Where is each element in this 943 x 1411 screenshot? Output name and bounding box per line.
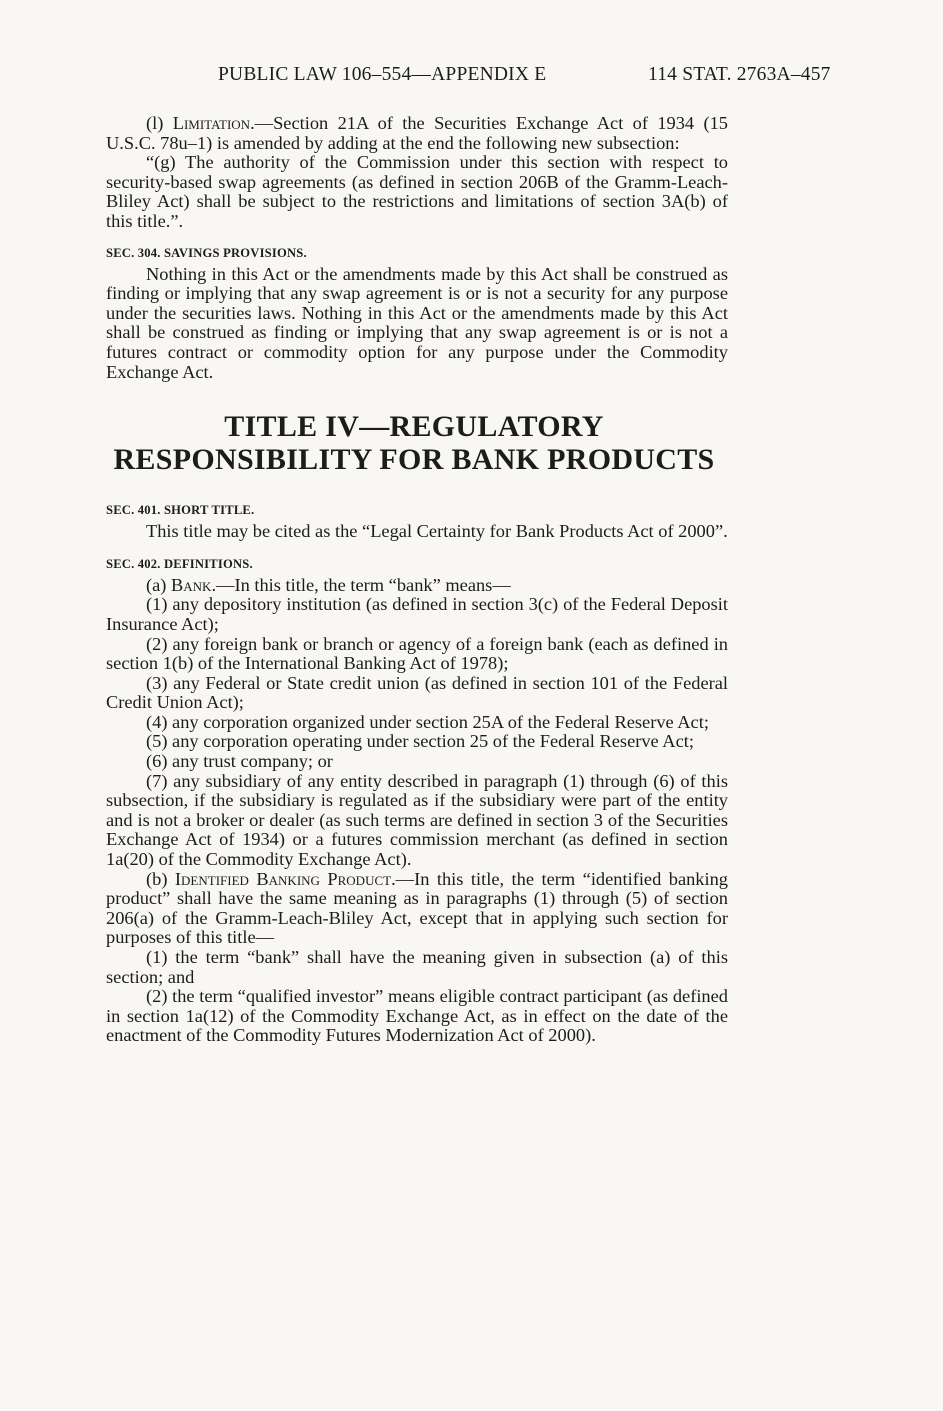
sec-402-a-item-7: (7) any subsidiary of any entity described in paragraph (1) through (6) of this subsection, if the subsidiary is regulated as if the subsidiary were part of the entity and is not a broker or dealer (as such terms are defined in section 3 of the Securities Exchange Act of 1934) or a futures commission merchant (as defined in section 1a(20) of the Commodity Exchange Act). xyxy=(106,770,728,870)
sec-304-heading: SEC. 304. SAVINGS PROVISIONS. xyxy=(106,245,307,260)
header-law-citation: PUBLIC LAW 106–554—APPENDIX E xyxy=(218,64,547,85)
sec-402-b-item-1: (1) the term “bank” shall have the meaning given in subsection (a) of this section; and xyxy=(106,947,728,987)
header-stat-citation: 114 STAT. 2763A–457 xyxy=(648,64,831,85)
identified-banking-product-heading: Identified Banking Product xyxy=(174,868,392,889)
sec-402-a-item-6: (6) any trust company; or xyxy=(146,751,333,772)
sec-402-a-item-1: (1) any depository institution (as defined in section 3(c) of the Federal Deposit Insurance Act); xyxy=(106,594,728,634)
body-text xyxy=(106,114,728,1046)
title-iv-line-1: TITLE IV—REGULATORY xyxy=(224,410,604,444)
title-iv-line-2: RESPONSIBILITY FOR BANK PRODUCTS xyxy=(113,443,715,477)
bank-heading: Bank xyxy=(171,574,212,595)
sec-401-text: This title may be cited as the “Legal Certainty for Bank Products Act of 2000”. xyxy=(146,521,728,542)
limitation-heading: Limitation xyxy=(172,113,251,133)
sec-402-heading: SEC. 402. DEFINITIONS. xyxy=(106,556,253,571)
sec-402-a-item-5: (5) any corporation operating under section 25 of the Federal Reserve Act; xyxy=(146,731,694,752)
sec-401-heading: SEC. 401. SHORT TITLE. xyxy=(106,503,255,518)
sec-402-a-item-3: (3) any Federal or State credit union (as defined in section 101 of the Federal Credit Union Act); xyxy=(106,672,728,713)
paragraph-l-limitation: (l) Limitation.—Section 21A of the Securities Exchange Act of 1934 (15 U.S.C. 78u–1) is amended by adding at the end the following new subsection: xyxy=(106,113,728,153)
paragraph-g-subsection: “(g) The authority of the Commission under this section with respect to security-based swap agreements (as defined in section 206B of the Gramm-Leach-Bliley Act) shall be subject to the restrictions and limitations of section 3A(b) of this title.”. xyxy=(106,152,728,231)
sec-304-text: Nothing in this Act or the amendments made by this Act shall be construed as finding or implying that any swap agreement is or is not a security for any purpose under the securities laws. Nothing in this Act or the amendments made by this Act shall be construed as finding or implying that any swap agreement is or is not a futures contract or commodity option for any purpose under the Commodity Exchange Act. xyxy=(106,263,728,382)
sec-402-b-item-2: (2) the term “qualified investor” means eligible contract participant (as defined in section 1a(12) of the Commodity Exchange Act, as in effect on the date of the enactment of the Commodity Futures Modernization Act of 2000). xyxy=(106,986,728,1046)
title-iv-heading xyxy=(100,410,728,476)
sec-402-a: (a) Bank.—In this title, the term “bank” means— xyxy=(146,574,511,595)
running-header xyxy=(218,64,868,86)
sec-402-a-item-4: (4) any corporation organized under section 25A of the Federal Reserve Act; xyxy=(146,711,709,732)
sec-402-b: (b) Identified Banking Product.—In this title, the term “identified banking product” shall have the same meaning as in paragraphs (1) through (5) of section 206(a) of the Gramm-Leach-Bliley Act, except that in applying such section for purposes of this title— xyxy=(106,868,729,948)
sec-402-a-item-2: (2) any foreign bank or branch or agency of a foreign bank (each as defined in section 1(b) of the International Banking Act of 1978); xyxy=(106,633,728,674)
